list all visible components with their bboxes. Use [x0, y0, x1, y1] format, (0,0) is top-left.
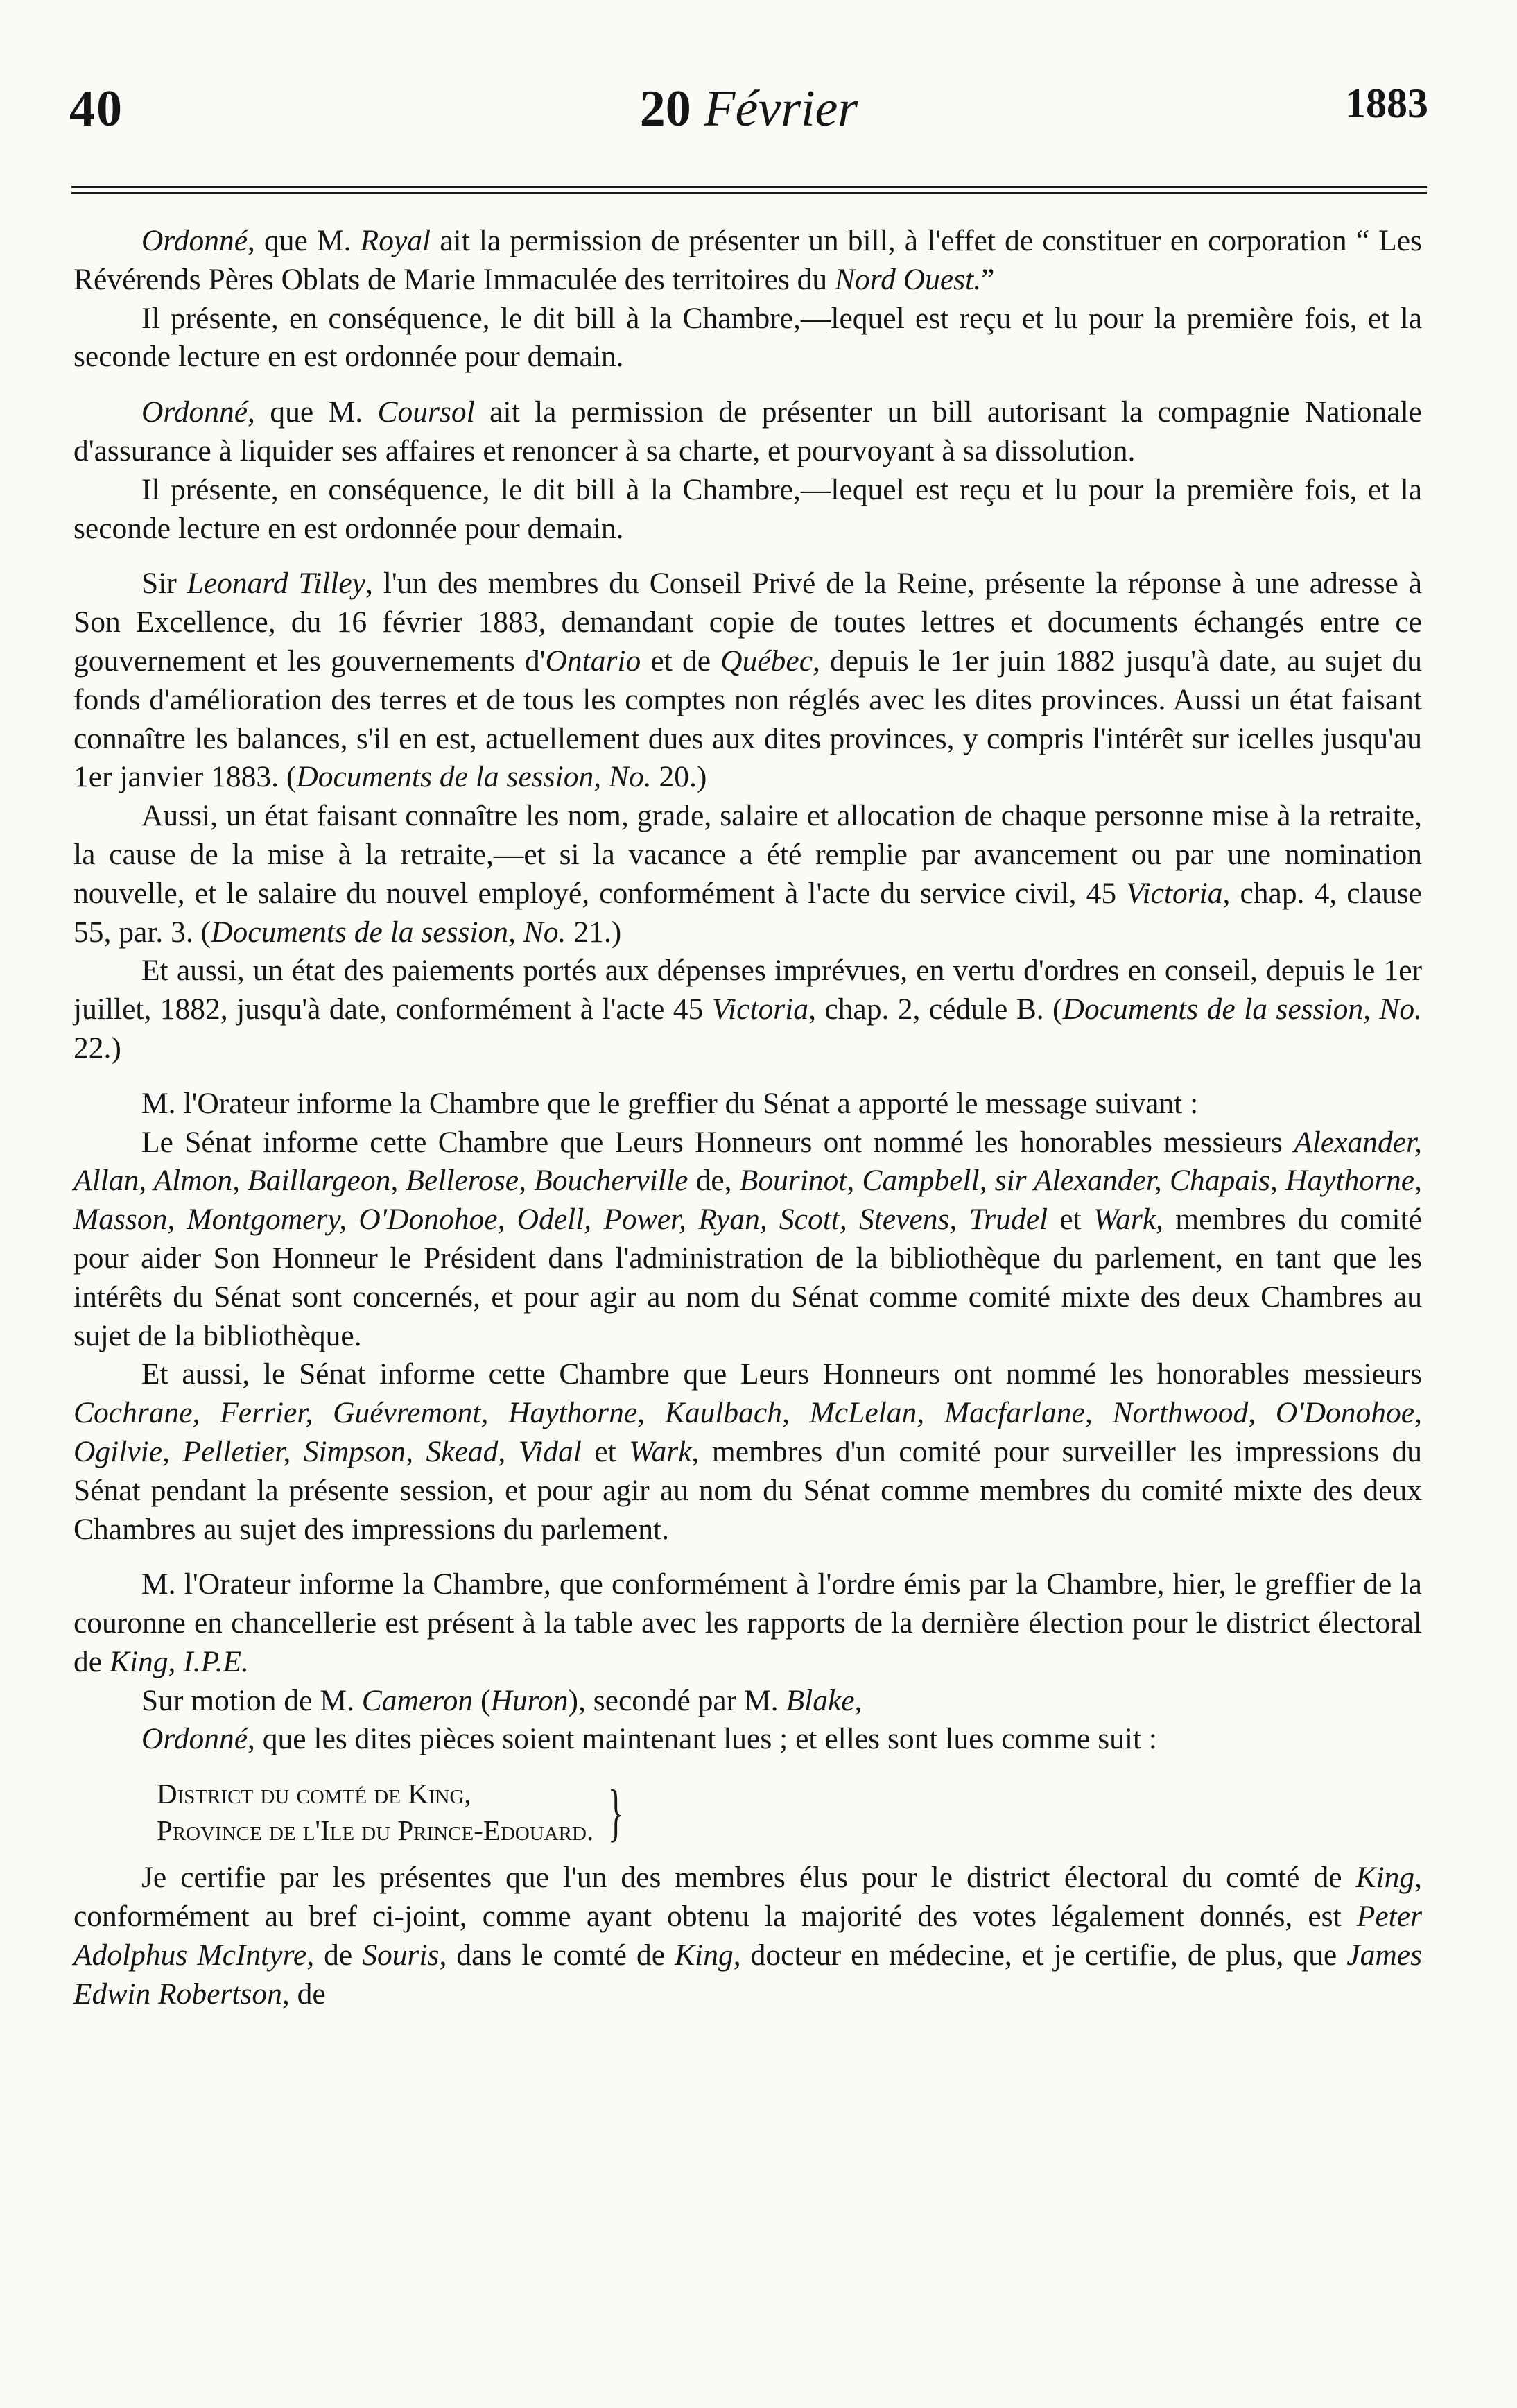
italic-text: Nord Ouest.	[835, 262, 982, 296]
text-run: , que les dites pièces soient maintenant lues ; et elles sont lues comme suit :	[248, 1722, 1158, 1756]
italic-text: Documents de la session, No.	[211, 915, 566, 949]
text-run: , que M.	[248, 224, 361, 257]
paragraphs	[73, 222, 1422, 1759]
italic-text: Documents de la session, No.	[1062, 992, 1422, 1026]
italic-text: Leonard Tilley	[187, 567, 366, 601]
paragraph	[73, 1355, 1422, 1549]
paragraph	[73, 393, 1422, 471]
paragraph	[73, 1720, 1422, 1759]
text-run: 22.)	[73, 1031, 121, 1065]
text-run: et de	[641, 644, 721, 678]
text-run: Sir	[141, 567, 187, 601]
italic-text: Souris	[362, 1938, 440, 1972]
text-run: 21.)	[566, 915, 622, 949]
text-run: , l'un des membres du Conseil Privé de la Reine, présente la réponse à une adresse à Son Excellence, du 16 février 1883, demandant copie de toutes lettres et documents échangés entre ce gouvernement et les gouvernements d'	[73, 567, 1422, 678]
text-run: et	[581, 1434, 630, 1468]
text-run: ), secondé par M.	[568, 1683, 786, 1717]
text-run: Il présente, en conséquence, le dit bill à la Chambre,—lequel est reçu et lu pour la première fois, et la seconde lecture en est ordonnée pour demain.	[73, 301, 1422, 374]
text-run: M. l'Orateur informe la Chambre, que conformément à l'ordre émis par la Chambre, hier, le greffier de la couronne en chancellerie est présent à la table avec les rapports de la dernière élection pour le district électoral de	[73, 1567, 1422, 1678]
header-rule-bottom	[71, 192, 1427, 194]
certificate-heading-line1: District du comté de King,	[157, 1778, 471, 1810]
paragraph	[73, 1124, 1422, 1356]
italic-text: Coursol	[377, 395, 475, 429]
page-body	[73, 222, 1422, 2013]
italic-text: Wark	[1093, 1203, 1156, 1237]
italic-text: Victoria	[1126, 876, 1223, 910]
text-run: , de	[306, 1938, 363, 1972]
text-run: et	[1048, 1203, 1093, 1237]
italic-text: Cameron	[361, 1683, 474, 1717]
text-run: ait la permission de présenter un bill, à l'effet de constituer en corporation “ Les Révérends Pères Oblats de Marie Immaculée des territoires du	[73, 224, 1422, 296]
italic-text: Wark	[629, 1434, 692, 1468]
text-run: , conformément au bref ci-joint, comme ayant obtenu la majorité des votes légalement donnés, est	[73, 1861, 1422, 1934]
italic-text: Blake	[786, 1683, 855, 1717]
text-run: , de	[281, 1977, 326, 2011]
text-run: , que M.	[248, 395, 378, 429]
italic-text: James Edwin Robertson	[73, 1938, 1423, 2011]
text-run: , depuis le 1er juin 1882 jusqu'à date, au sujet du fonds d'amélioration des terres et de tous les comptes non réglés avec les dites provinces. Aussi un état faisant connaître les balances, s'il en est, actuellement dues aux dites provinces, y compris l'intérêt sur icelles jusqu'au 1er janvier 1883. (	[73, 644, 1423, 794]
text-run: Il présente, en conséquence, le dit bill à la Chambre,—lequel est reçu et lu pour la première fois, et la seconde lecture en est ordonnée pour demain.	[73, 472, 1422, 545]
italic-text: Ordonné	[141, 1722, 248, 1756]
header-rule-top	[71, 186, 1427, 188]
italic-text: Cochrane, Ferrier, Guévremont, Haythorne, Kaulbach, McLelan, Macfarlane, Northwood, O'Donohoe, Ogilvie, Pelletier, Simpson, Skead, Vidal	[73, 1396, 1422, 1468]
italic-text: Bourinot, Campbell, sir Alexander, Chapais, Haythorne, Masson, Montgomery, O'Donohoe, Odell, Power, Ryan, Scott, Stevens, Trudel	[73, 1164, 1422, 1237]
italic-text: Peter Adolphus McIntyre	[73, 1900, 1422, 1972]
paragraph	[73, 300, 1422, 377]
paragraph	[73, 1682, 1422, 1721]
paragraph	[73, 952, 1422, 1067]
text-run: ait la permission de présenter un bill autorisant la compagnie Nationale d'assurance à liquider ses affaires et renoncer à sa charte, et pourvoyant à sa dissolution.	[73, 395, 1422, 467]
text-run: , chap. 2, cédule B. (	[808, 992, 1063, 1026]
text-run: , chap. 4, clause 55, par. 3. (	[73, 876, 1422, 949]
italic-text: Ordonné	[141, 395, 248, 429]
paragraph	[73, 222, 1422, 300]
text-run: ”	[981, 262, 995, 296]
certificate-paragraph	[73, 1859, 1422, 2013]
italic-text: Documents de la session, No.	[296, 760, 652, 794]
text-run: , docteur en médecine, et je certifie, de plus, que	[733, 1938, 1347, 1972]
text-run: Je certifie par les présentes que l'un des membres élus pour le district électoral du comté de	[141, 1861, 1356, 1895]
header-date	[69, 80, 1428, 139]
header-year: 1883	[1345, 80, 1428, 126]
text-run: 20.)	[651, 760, 707, 794]
text-run: Sur motion de M.	[141, 1683, 362, 1717]
text-run: M. l'Orateur informe la Chambre que le greffier du Sénat a apporté le message suivant :	[141, 1086, 1199, 1120]
text-run: , membres d'un comité pour surveiller les impressions du Sénat pendant la présente session, et pour agir au nom du Sénat comme membres du comité mixte des deux Chambres au sujet des impressions du parlement.	[73, 1434, 1422, 1546]
italic-text: Victoria	[711, 992, 809, 1026]
text-run: (	[473, 1683, 491, 1717]
italic-text: Royal	[360, 224, 431, 257]
text-run: de,	[688, 1164, 740, 1198]
certificate-heading-line2: Province de l'Ile du Prince-Edouard.	[157, 1814, 594, 1847]
certificate-brace: }	[608, 1777, 624, 1848]
header-date-month: Février	[704, 80, 858, 137]
italic-text: Huron	[490, 1683, 569, 1717]
text-run: , dans le comté de	[439, 1938, 675, 1972]
text-run: Le Sénat informe cette Chambre que Leurs Honneurs ont nommé les honorables messieurs	[141, 1125, 1294, 1159]
paragraph	[73, 797, 1422, 952]
paragraph	[73, 1085, 1422, 1124]
text-run: , membres du comité pour aider Son Honneur le Président dans l'administration de la bibliothèque du parlement, en tant que les intérêts du Sénat sont concernés, et pour agir au nom du Sénat comme comité mixte des deux Chambres au sujet de la bibliothèque.	[73, 1203, 1422, 1352]
text-run: ,	[854, 1683, 862, 1717]
paragraph	[73, 1565, 1422, 1681]
text-run: Et aussi, un état des paiements portés aux dépenses imprévues, en vertu d'ordres en conseil, depuis le 1er juillet, 1882, jusqu'à date, conformément à l'acte 45	[73, 954, 1422, 1026]
italic-text: Ordonné	[141, 224, 248, 257]
paragraph	[73, 471, 1422, 549]
italic-text: King	[675, 1938, 734, 1972]
header-date-day: 20	[639, 80, 691, 137]
page-header	[69, 80, 1428, 153]
italic-text: Ontario	[545, 644, 641, 678]
italic-text: King	[1355, 1861, 1415, 1895]
text-run: Aussi, un état faisant connaître les nom, grade, salaire et allocation de chaque personne mise à la retraite, la cause de la mise à la retraite,—et si la vacance a été remplie par avancement ou par une nomination nouvelle, et le salaire du nouvel employé, conformément à l'acte du service civil, 45	[73, 799, 1422, 910]
italic-text: Québec	[720, 644, 813, 678]
italic-text: King, I.P.E.	[109, 1644, 249, 1678]
page-number: 40	[69, 80, 123, 137]
certificate-heading	[157, 1775, 1422, 1849]
italic-text: Alexander, Allan, Almon, Baillargeon, Bellerose, Boucherville	[73, 1125, 1422, 1198]
text-run: Et aussi, le Sénat informe cette Chambre que Leurs Honneurs ont nommé les honorables messieurs	[141, 1357, 1422, 1391]
paragraph	[73, 565, 1422, 797]
